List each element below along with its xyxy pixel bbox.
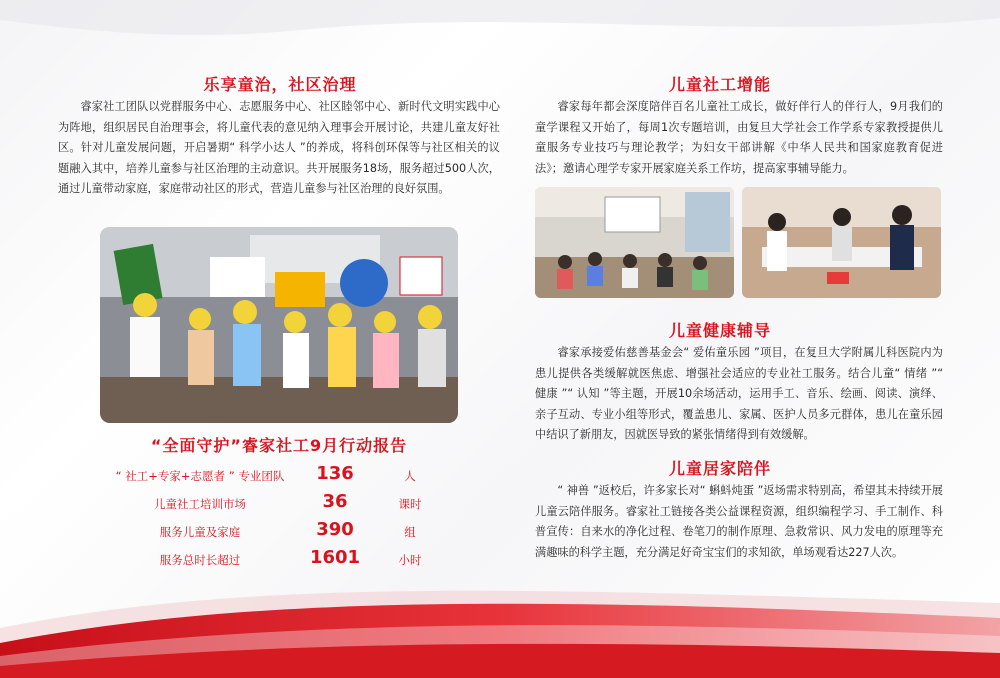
stat-label: 服务儿童及家庭 — [159, 525, 241, 539]
paragraph-home-companionship: “ 神兽 ”返校后，许多家长对“ 蝌蚪炖蛋 ”返场需求特别高，希望其未持续开展儿童云陪伴服务。睿家社工链接各类公益课程资源，组织编程学习、手工制作、科普宣传：自来水的净化过程、卷笔刀的制作原理、急救常识、风力发电的原理等充满趣味的科学主题，充分满足好奇宝宝们的求知欲，单场观看达227人次。 — [535, 484, 943, 559]
photo-workshop-table — [742, 187, 941, 298]
paragraph-social-worker-empowerment: 睿家每年都会深度陪伴百名儿童社工成长，做好伴行人的伴行人，9月我们的童学课程又开始了，每周1次专题培训，由复旦大学社会工作学系专家教授提供儿童服务专业技巧与理论教学；为妇女干部讲解《中华人民共和国家庭教育促进法》；邀请心理学专家开展家庭关系工作坊，提高家事辅导能力。 — [535, 100, 943, 175]
stat-value: 390 — [316, 519, 354, 540]
stat-label: 服务总时长超过 — [159, 553, 241, 567]
stat-unit: 人 — [404, 469, 416, 483]
stat-label: “ 社工+专家+志愿者 ” 专业团队 — [115, 469, 285, 483]
report-title: “全面守护”睿家社工9月行动报告 — [150, 436, 408, 455]
photo-children-activity — [100, 227, 458, 423]
stat-value: 136 — [316, 463, 354, 484]
stat-row-hours — [105, 546, 465, 572]
stat-unit: 小时 — [398, 553, 422, 567]
stat-label: 儿童社工培训市场 — [154, 497, 246, 511]
paragraph-health-support: 睿家承接爱佑慈善基金会“ 爱佑童乐园 ”项目，在复旦大学附属儿科医院内为患儿提供各类缓解就医焦虑、增强社会适应的专业社工服务。结合儿童“ 情绪 ”“ 健康 ”“ 认知 ”等主题，开展10余场活动，运用手工、音乐、绘画、阅读、演绎、亲子互动、专业小组等形式，覆盖患儿、家属、医护人员多元群体，患儿在童乐园中结识了新朋友，因就医导致的紧张情绪得到有效缓解。 — [535, 346, 943, 441]
section-title-community-governance: 乐享童治，社区治理 — [203, 75, 357, 94]
top-wave-decoration — [0, 0, 1000, 60]
section-title-health-support: 儿童健康辅导 — [668, 321, 771, 340]
photo-training-classroom — [535, 187, 734, 298]
stat-row-training — [105, 490, 465, 516]
stat-unit: 课时 — [398, 497, 422, 511]
section-title-social-worker-empowerment: 儿童社工增能 — [668, 75, 771, 94]
stat-value: 1601 — [309, 547, 361, 568]
stat-row-families — [105, 518, 465, 544]
paragraph-community-governance: 睿家社工团队以党群服务中心、志愿服务中心、社区睦邻中心、新时代文明实践中心为阵地，组织居民自治理事会，将儿童代表的意见纳入理事会开展讨论，共建儿童友好社区。针对儿童发展问题，开启暑期“ 科学小达人 ”的养成，将科创环保等与社区相关的议题融入其中，培养儿童参与社区治理的主动意识。共开展服务18场，服务超过500人次，通过儿童带动家庭，家庭带动社区的形式，营造儿童参与社区治理的良好氛围。 — [58, 100, 500, 195]
bottom-wave-decoration — [0, 558, 1000, 678]
stat-unit: 组 — [404, 525, 416, 539]
section-title-home-companionship: 儿童居家陪伴 — [668, 459, 771, 478]
stat-row-team — [105, 462, 465, 488]
stat-value: 36 — [322, 491, 348, 512]
